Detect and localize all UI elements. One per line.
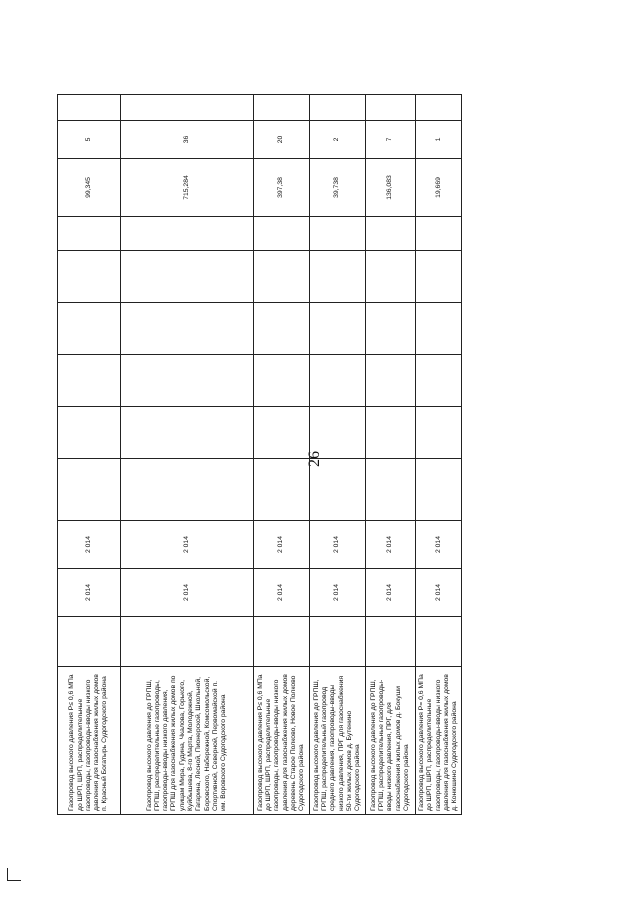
empty-cell xyxy=(58,251,121,303)
length-cell: 19,669 xyxy=(416,159,462,217)
empty-cell xyxy=(366,355,416,407)
empty-cell xyxy=(58,355,121,407)
empty-cell xyxy=(254,251,310,303)
empty-cell xyxy=(366,95,416,121)
count-cell: 2 xyxy=(310,121,366,159)
empty-cell xyxy=(310,355,366,407)
register-table-area xyxy=(57,95,459,815)
table-row xyxy=(310,95,366,815)
empty-cell xyxy=(366,251,416,303)
empty-cell xyxy=(254,95,310,121)
year-start-cell: 2 014 xyxy=(310,569,366,617)
length-cell: 715,284 xyxy=(121,159,254,217)
empty-cell xyxy=(254,459,310,521)
empty-cell xyxy=(366,407,416,459)
empty-cell xyxy=(121,95,254,121)
object-name-cell: Газопровод высокого давления Р≤ 0,6 МПа до ШРП, ШРП, распределительные газопроводы, газопроводы-вводы низкого давления для газоснабжения жилых домов деревень Старое Полково, Новое Полково Судогодского района xyxy=(254,667,310,815)
length-cell: 39,738 xyxy=(310,159,366,217)
table-row xyxy=(366,95,416,815)
empty-cell xyxy=(58,459,121,521)
empty-cell xyxy=(416,407,462,459)
object-name-cell: Газопровод высокого давления Р≤ 0,6 МПа до ШРП, ШРП, распределительные газопроводы, газопроводы-вводы низкого давления для газоснабжения жилых домов п. Красный Богатырь Судогодского района xyxy=(58,667,121,815)
length-cell: 397,38 xyxy=(254,159,310,217)
empty-cell xyxy=(121,217,254,251)
year-end-cell: 2 014 xyxy=(58,521,121,569)
empty-cell xyxy=(254,355,310,407)
empty-cell xyxy=(310,217,366,251)
year-end-cell: 2 014 xyxy=(366,521,416,569)
year-start-cell: 2 014 xyxy=(366,569,416,617)
object-name-cell: Газопровод высокого давления до ГРПШ, ГРПШ, распределительные газопроводы-вводы низкого давления, ПРГ, для газоснабжения жилых домов д. Бокуши Судогодского района xyxy=(366,667,416,815)
empty-cell xyxy=(254,617,310,667)
year-end-cell: 2 014 xyxy=(121,521,254,569)
empty-cell xyxy=(366,617,416,667)
empty-cell xyxy=(366,303,416,355)
table-row xyxy=(254,95,310,815)
empty-cell xyxy=(416,217,462,251)
empty-cell xyxy=(121,407,254,459)
object-name-cell: Газопровод высокого давления до ГРПШ, ГРПШ, распределительные газопроводы, газопроводы-вводы низкого давления, ГРПШ для газоснабжения жилых домов по улицам Мира, Гудина, Чкалова, Горького, Куйбышева, 8-го Марта, Молодежной, Гагарина, Лесной, Пионерской, Школьной, Боровского, Набережной, Комсомольской, Спортивной, Северной, Первомайской п. им. Воровского Судогодского района xyxy=(121,667,254,815)
count-cell: 5 xyxy=(58,121,121,159)
length-cell: 99,345 xyxy=(58,159,121,217)
register-table xyxy=(57,94,462,815)
year-end-cell: 2 014 xyxy=(310,521,366,569)
count-cell: 1 xyxy=(416,121,462,159)
empty-cell xyxy=(121,251,254,303)
empty-cell xyxy=(121,303,254,355)
table-row xyxy=(58,95,121,815)
empty-cell xyxy=(416,95,462,121)
table-row xyxy=(121,95,254,815)
empty-cell xyxy=(366,459,416,521)
empty-cell xyxy=(310,407,366,459)
count-cell: 7 xyxy=(366,121,416,159)
empty-cell xyxy=(310,459,366,521)
year-start-cell: 2 014 xyxy=(58,569,121,617)
empty-cell xyxy=(416,617,462,667)
empty-cell xyxy=(416,251,462,303)
year-end-cell: 2 014 xyxy=(254,521,310,569)
empty-cell xyxy=(366,217,416,251)
empty-cell xyxy=(254,303,310,355)
year-end-cell: 2 014 xyxy=(416,521,462,569)
object-name-cell: Газопровод высокого давления до ГРПШ, ГРПШ, распределительный газопровод среднего давления, газопроводы-вводы низкого давления, ПРГ для газоснабжения 50-ти жилых домов д. Бутенино Судогодского района xyxy=(310,667,366,815)
empty-cell xyxy=(121,355,254,407)
empty-cell xyxy=(310,95,366,121)
empty-cell xyxy=(121,617,254,667)
empty-cell xyxy=(416,355,462,407)
empty-cell xyxy=(58,95,121,121)
empty-cell xyxy=(254,217,310,251)
margin-mark-horizontal xyxy=(7,880,21,881)
year-start-cell: 2 014 xyxy=(416,569,462,617)
year-start-cell: 2 014 xyxy=(121,569,254,617)
empty-cell xyxy=(416,459,462,521)
register-table-body xyxy=(58,95,462,815)
empty-cell xyxy=(58,303,121,355)
object-name-cell: Газопровод высокого давления Р= 0,6 МПа до ШРП, ШРП, распределительные газопроводы, газопроводы-вводы низкого давления для газоснабжения жилых домов д. Конюшино Судогодского района xyxy=(416,667,462,815)
empty-cell xyxy=(58,407,121,459)
length-cell: 136,083 xyxy=(366,159,416,217)
count-cell: 20 xyxy=(254,121,310,159)
empty-cell xyxy=(58,217,121,251)
empty-cell xyxy=(310,617,366,667)
year-start-cell: 2 014 xyxy=(254,569,310,617)
empty-cell xyxy=(254,407,310,459)
empty-cell xyxy=(416,303,462,355)
empty-cell xyxy=(310,303,366,355)
table-row xyxy=(416,95,462,815)
empty-cell xyxy=(310,251,366,303)
page-number: 26 xyxy=(306,451,323,467)
count-cell: 36 xyxy=(121,121,254,159)
register-table-rotated xyxy=(57,95,459,815)
empty-cell xyxy=(121,459,254,521)
empty-cell xyxy=(58,617,121,667)
